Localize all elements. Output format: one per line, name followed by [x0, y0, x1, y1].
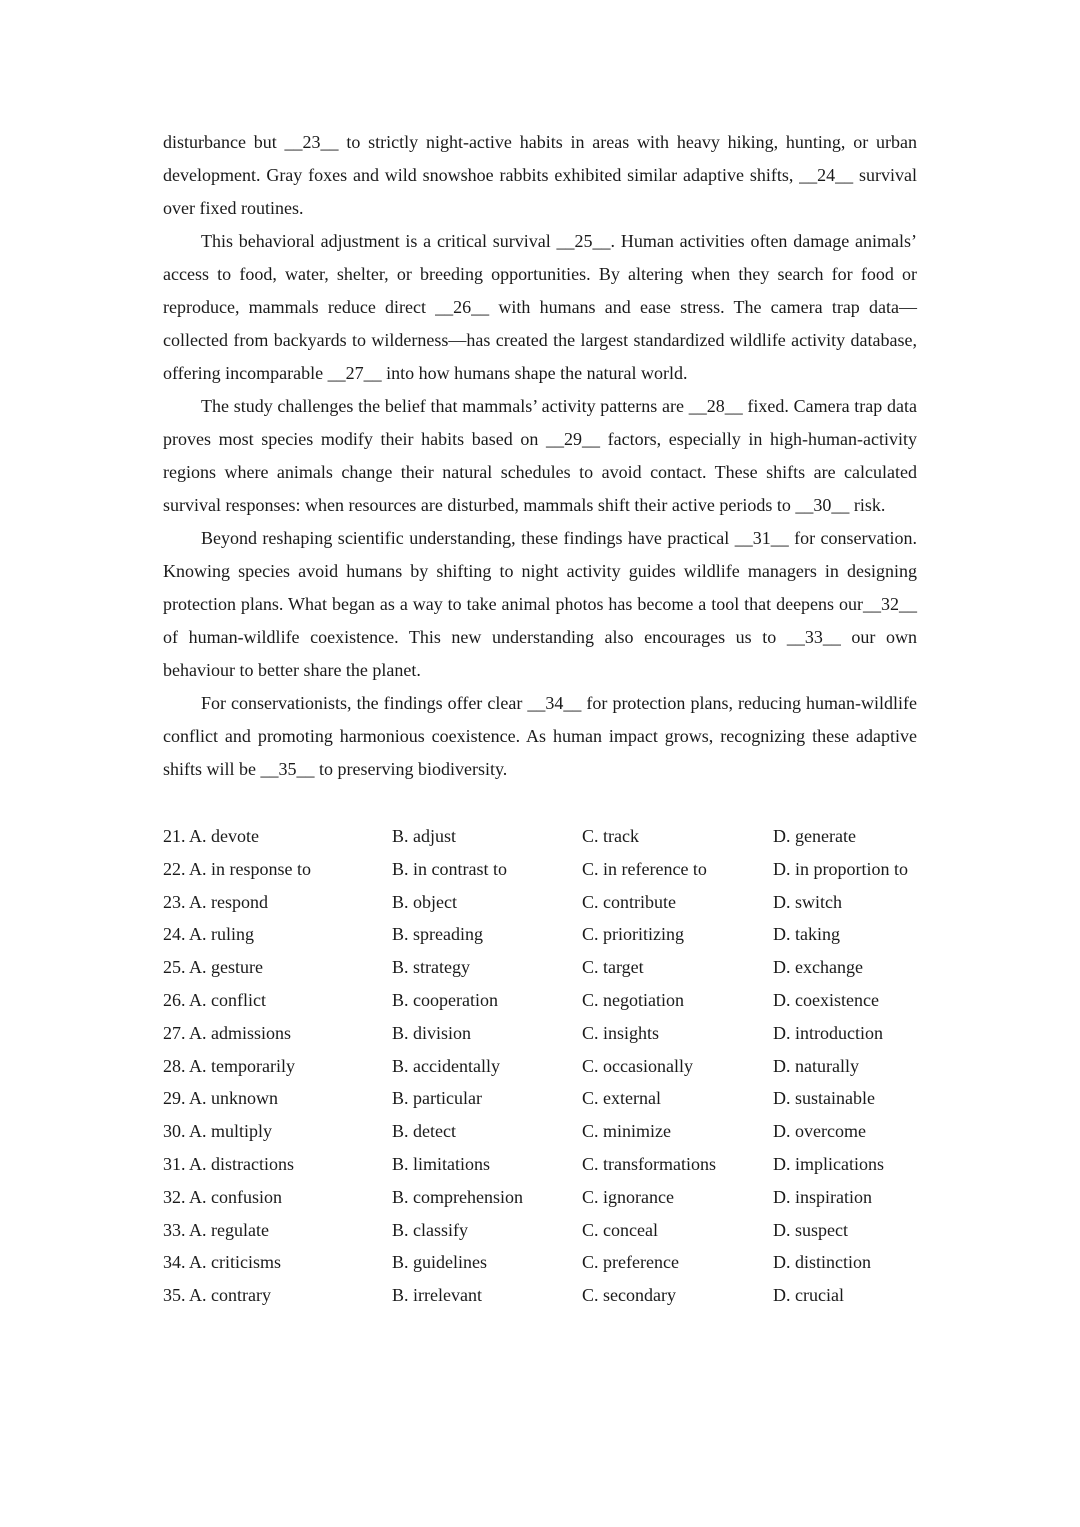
option-a: 32. A. confusion: [163, 1186, 282, 1207]
question-row: [163, 886, 917, 919]
option-b: B. particular: [392, 1088, 482, 1109]
question-row: [163, 1082, 917, 1115]
option-b: B. strategy: [392, 957, 470, 978]
option-c: C. external: [582, 1088, 661, 1109]
question-row: [163, 820, 917, 853]
option-d: D. distinction: [773, 1252, 871, 1273]
question-row: [163, 853, 917, 886]
option-d: D. sustainable: [773, 1088, 875, 1109]
option-a: 35. A. contrary: [163, 1285, 271, 1306]
option-a: 22. A. in response to: [163, 858, 311, 879]
paragraph: For conservationists, the findings offer clear __34__ for protection plans, reducing human-wildlife conflict and promoting harmonious coexistence. As human impact grows, recognizing these adaptive shifts will be __35__ to preserving biodiversity.: [163, 693, 917, 779]
option-a: 28. A. temporarily: [163, 1055, 295, 1076]
option-a: 21. A. devote: [163, 826, 259, 846]
option-d: D. implications: [773, 1153, 884, 1174]
option-d: D. overcome: [773, 1121, 866, 1142]
option-b: B. accidentally: [392, 1055, 500, 1076]
option-c: C. negotiation: [582, 989, 684, 1010]
option-c: C. conceal: [582, 1219, 658, 1240]
option-c: C. preference: [582, 1252, 679, 1273]
document-page: [163, 126, 917, 1312]
answer-options: [163, 820, 917, 1312]
option-b: B. in contrast to: [392, 858, 507, 879]
option-a: 27. A. admissions: [163, 1022, 292, 1043]
paragraph: disturbance but __23__ to strictly night-active habits in areas with heavy hiking, hunting, or urban development. Gray foxes and wild snowshoe rabbits exhibited similar adaptive shifts, __24__ survival over fixed routines.: [163, 132, 917, 218]
option-c: C. track: [582, 826, 639, 846]
paragraph: Beyond reshaping scientific understanding, these findings have practical __31__ for conservation. Knowing species avoid humans by shifting to night activity guides wildlife managers in designing protection plans. What began as a way to take animal photos has become a tool that deepens our__32__ of human-wildlife coexistence. This new understanding also encourages us to __33__ our own behaviour to better share the planet.: [163, 528, 917, 680]
option-d: D. coexistence: [773, 989, 879, 1010]
option-a: 23. A. respond: [163, 891, 268, 912]
question-row: [163, 918, 917, 951]
option-b: B. cooperation: [392, 989, 498, 1010]
paragraph: This behavioral adjustment is a critical survival __25__. Human activities often damage animals’ access to food, water, shelter, or breeding opportunities. By altering when they search for food or reproduce, mammals reduce direct __26__ with humans and ease stress. The camera trap data—collected from backyards to wilderness—has created the largest standardized wildlife activity database, offering incomparable __27__ into how humans shape the natural world.: [163, 231, 917, 383]
option-d: D. generate: [773, 826, 856, 846]
option-c: C. prioritizing: [582, 924, 684, 945]
option-c: C. contribute: [582, 891, 676, 912]
passage: [163, 126, 917, 786]
option-c: C. minimize: [582, 1121, 671, 1142]
option-b: B. irrelevant: [392, 1285, 482, 1306]
question-row: [163, 1115, 917, 1148]
option-c: C. occasionally: [582, 1055, 693, 1076]
option-a: 33. A. regulate: [163, 1219, 269, 1240]
option-d: D. taking: [773, 924, 840, 945]
option-d: D. inspiration: [773, 1186, 872, 1207]
option-d: D. introduction: [773, 1022, 883, 1043]
option-b: B. object: [392, 891, 457, 912]
option-d: D. exchange: [773, 957, 863, 978]
option-d: D. in proportion to: [773, 858, 908, 879]
option-c: C. target: [582, 957, 644, 978]
option-b: B. comprehension: [392, 1186, 523, 1207]
option-a: 31. A. distractions: [163, 1153, 294, 1174]
option-a: 30. A. multiply: [163, 1121, 273, 1142]
paragraph: The study challenges the belief that mammals’ activity patterns are __28__ fixed. Camera trap data proves most species modify their habits based on __29__ factors, especially in high-human-activity regions where animals change their natural schedules to avoid contact. These shifts are calculated survival responses: when resources are disturbed, mammals shift their active periods to __30__ risk.: [163, 396, 917, 515]
option-c: C. transformations: [582, 1153, 716, 1174]
option-d: D. crucial: [773, 1285, 844, 1306]
option-a: 26. A. conflict: [163, 989, 266, 1010]
option-b: B. detect: [392, 1121, 456, 1142]
question-row: [163, 1017, 917, 1050]
option-c: C. ignorance: [582, 1186, 674, 1207]
option-b: B. limitations: [392, 1153, 491, 1174]
option-b: B. spreading: [392, 924, 483, 945]
option-b: B. division: [392, 1022, 472, 1043]
question-row: [163, 1181, 917, 1214]
option-d: D. suspect: [773, 1219, 848, 1240]
question-row: [163, 1214, 917, 1247]
option-a: 29. A. unknown: [163, 1088, 279, 1109]
option-c: C. in reference to: [582, 858, 707, 879]
question-row: [163, 1279, 917, 1312]
option-c: C. secondary: [582, 1285, 676, 1306]
question-row: [163, 984, 917, 1017]
option-c: C. insights: [582, 1022, 660, 1043]
option-b: B. classify: [392, 1219, 468, 1240]
question-row: [163, 1148, 917, 1181]
option-b: B. adjust: [392, 826, 457, 846]
question-row: [163, 951, 917, 984]
option-a: 25. A. gesture: [163, 957, 263, 978]
option-d: D. switch: [773, 891, 842, 912]
option-d: D. naturally: [773, 1055, 859, 1076]
question-row: [163, 1050, 917, 1083]
question-row: [163, 1246, 917, 1279]
option-b: B. guidelines: [392, 1252, 487, 1273]
option-a: 24. A. ruling: [163, 924, 255, 945]
option-a: 34. A. criticisms: [163, 1252, 281, 1273]
